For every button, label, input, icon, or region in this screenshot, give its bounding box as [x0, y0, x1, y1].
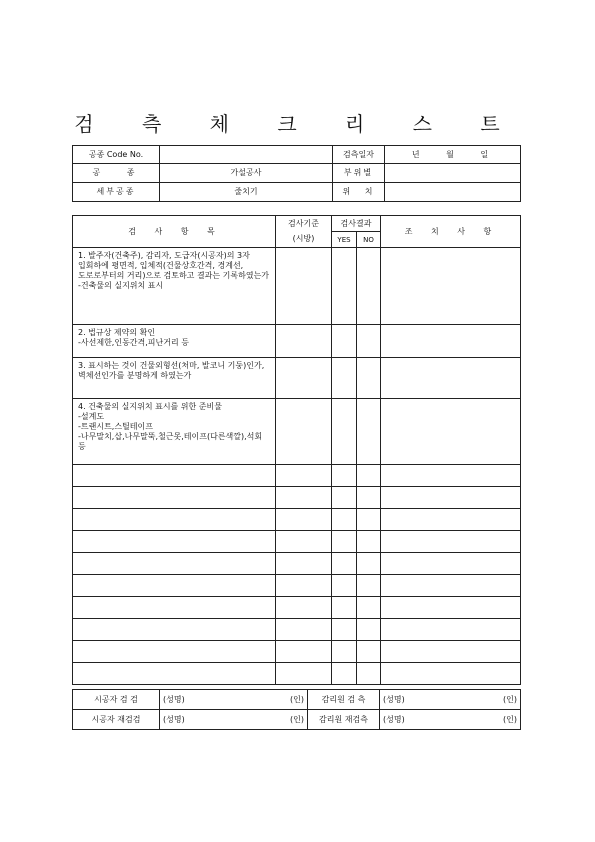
no-cell[interactable]: [357, 641, 381, 663]
empty-table-row: [73, 509, 521, 531]
action-cell[interactable]: [381, 509, 521, 531]
item-cell[interactable]: [73, 597, 276, 619]
sub-work-type-value[interactable]: 줄치기: [160, 183, 333, 202]
header-result: 검사결과: [332, 216, 381, 232]
action-cell[interactable]: [381, 358, 521, 399]
name-label: (성명): [163, 694, 185, 704]
header-no: NO: [357, 232, 381, 248]
no-cell[interactable]: [357, 487, 381, 509]
empty-table-row: [73, 597, 521, 619]
no-cell[interactable]: [357, 509, 381, 531]
no-cell[interactable]: [357, 597, 381, 619]
yes-cell[interactable]: [332, 248, 357, 325]
seal-label: (인): [503, 714, 517, 724]
no-cell[interactable]: [357, 619, 381, 641]
work-type-value[interactable]: 가설공사: [160, 164, 333, 183]
empty-table-row: [73, 575, 521, 597]
item-cell[interactable]: [73, 487, 276, 509]
no-cell[interactable]: [357, 358, 381, 399]
no-cell[interactable]: [357, 663, 381, 685]
code-value[interactable]: [160, 146, 333, 164]
seal-label: (인): [503, 694, 517, 704]
seal-label: (인): [290, 694, 304, 704]
item-cell[interactable]: [73, 509, 276, 531]
contractor-inspection-label: 시공자 검 검: [73, 690, 160, 710]
yes-cell[interactable]: [332, 597, 357, 619]
item-cell[interactable]: [73, 663, 276, 685]
no-cell[interactable]: [357, 553, 381, 575]
item-cell[interactable]: [73, 619, 276, 641]
yes-cell[interactable]: [332, 553, 357, 575]
header-criteria: 검사기준: [276, 216, 332, 232]
name-label: (성명): [383, 694, 405, 704]
contractor-reinspection-signature[interactable]: [160, 710, 308, 730]
table-row: [73, 399, 521, 465]
empty-table-row: [73, 553, 521, 575]
empty-table-row: [73, 663, 521, 685]
signature-table: [72, 689, 521, 730]
criteria-cell[interactable]: [276, 553, 332, 575]
item-cell[interactable]: [73, 553, 276, 575]
criteria-cell[interactable]: [276, 597, 332, 619]
yes-cell[interactable]: [332, 399, 357, 465]
criteria-cell[interactable]: [276, 325, 332, 358]
part-label: 부위별: [333, 164, 385, 183]
empty-table-row: [73, 465, 521, 487]
contractor-reinspection-label: 시공자 재검검: [73, 710, 160, 730]
yes-cell[interactable]: [332, 531, 357, 553]
no-cell[interactable]: [357, 399, 381, 465]
supervisor-reinspection-label: 감리원 재검측: [308, 710, 380, 730]
yes-cell[interactable]: [332, 325, 357, 358]
empty-table-row: [73, 619, 521, 641]
empty-table-row: [73, 531, 521, 553]
empty-table-row: [73, 641, 521, 663]
no-cell[interactable]: [357, 531, 381, 553]
supervisor-inspection-signature[interactable]: [380, 690, 521, 710]
action-cell[interactable]: [381, 487, 521, 509]
criteria-cell[interactable]: [276, 358, 332, 399]
no-cell[interactable]: [357, 575, 381, 597]
part-value[interactable]: [385, 164, 521, 183]
item-cell[interactable]: [73, 465, 276, 487]
table-row: [73, 248, 521, 325]
yes-cell[interactable]: [332, 663, 357, 685]
inspection-item-text: 1. 발주자(건축주), 감리자, 도급자(시공자)의 3자 입회하에 평면적, 입체적(건물상호간격, 경계선, 도로로부터의 거리)으로 검토하고 결과는 기록하였는가 -건축물의 실지위치 표시: [73, 248, 276, 325]
empty-table-row: [73, 487, 521, 509]
criteria-cell[interactable]: [276, 399, 332, 465]
location-label: 위 치: [333, 183, 385, 202]
supervisor-inspection-label: 감리원 검 측: [308, 690, 380, 710]
inspection-date-label: 검측일자: [333, 146, 385, 164]
name-label: (성명): [383, 714, 405, 724]
yes-cell[interactable]: [332, 487, 357, 509]
info-table: [72, 145, 521, 202]
header-action: 조 치 사 항: [381, 216, 521, 248]
inspection-date-value[interactable]: 년 월 일: [385, 146, 521, 164]
action-cell[interactable]: [381, 399, 521, 465]
yes-cell[interactable]: [332, 358, 357, 399]
yes-cell[interactable]: [332, 575, 357, 597]
empty-rows: [73, 465, 521, 685]
no-cell[interactable]: [357, 248, 381, 325]
action-cell[interactable]: [381, 531, 521, 553]
item-cell[interactable]: [73, 531, 276, 553]
action-cell[interactable]: [381, 663, 521, 685]
no-cell[interactable]: [357, 325, 381, 358]
seal-label: (인): [290, 714, 304, 724]
criteria-cell[interactable]: [276, 509, 332, 531]
yes-cell[interactable]: [332, 465, 357, 487]
table-row: [73, 325, 521, 358]
action-cell[interactable]: [381, 248, 521, 325]
header-yes: YES: [332, 232, 357, 248]
action-cell[interactable]: [381, 597, 521, 619]
criteria-cell[interactable]: [276, 619, 332, 641]
action-cell[interactable]: [381, 553, 521, 575]
criteria-cell[interactable]: [276, 531, 332, 553]
criteria-cell[interactable]: [276, 465, 332, 487]
table-row: [73, 358, 521, 399]
supervisor-reinspection-signature[interactable]: [380, 710, 521, 730]
yes-cell[interactable]: [332, 641, 357, 663]
location-value[interactable]: [385, 183, 521, 202]
criteria-cell[interactable]: [276, 575, 332, 597]
name-label: (성명): [163, 714, 185, 724]
contractor-inspection-signature[interactable]: [160, 690, 308, 710]
inspection-item-text: 3. 표시하는 것이 건물외형선(처마, 발코니 기둥)인가, 벽체선인가를 분명하게 하였는가: [73, 358, 276, 399]
header-criteria-sub: (시방): [276, 232, 332, 248]
item-cell[interactable]: [73, 575, 276, 597]
sub-work-type-label: 세부공종: [73, 183, 160, 202]
action-cell[interactable]: [381, 575, 521, 597]
criteria-cell[interactable]: [276, 487, 332, 509]
action-cell[interactable]: [381, 465, 521, 487]
inspection-item-text: 2. 법규상 제약의 확인 -사선제한,인동간격,피난거리 등: [73, 325, 276, 358]
criteria-cell[interactable]: [276, 641, 332, 663]
yes-cell[interactable]: [332, 509, 357, 531]
no-cell[interactable]: [357, 465, 381, 487]
yes-cell[interactable]: [332, 619, 357, 641]
item-cell[interactable]: [73, 641, 276, 663]
action-cell[interactable]: [381, 641, 521, 663]
code-label: 공종 Code No.: [73, 146, 160, 164]
criteria-cell[interactable]: [276, 663, 332, 685]
action-cell[interactable]: [381, 325, 521, 358]
criteria-cell[interactable]: [276, 248, 332, 325]
work-type-label: 공 종: [73, 164, 160, 183]
header-inspection-item: 검 사 항 목: [73, 216, 276, 248]
inspection-table: [72, 215, 521, 685]
page-title: 검 측 체 크 리 스 트: [74, 112, 521, 136]
inspection-item-text: 4. 건축물의 실지위치 표시를 위한 준비물 -설계도 -트랜시트,스틸테이프 -나무말치,삽,나무말뚝,철근못,테이프(다른색깔),석회 등: [73, 399, 276, 465]
action-cell[interactable]: [381, 619, 521, 641]
